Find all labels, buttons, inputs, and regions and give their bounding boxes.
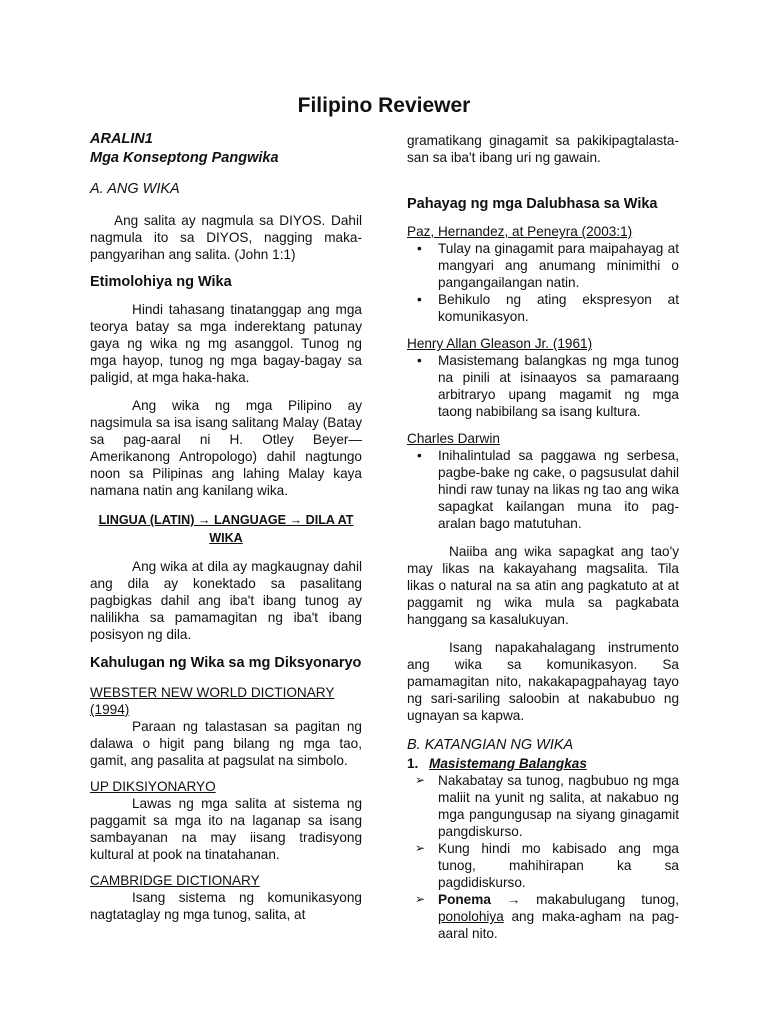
paragraph-malay: Ang wika ng mga Pilipino ay nagsimula sa isa isang salitang Malay (Batay sa pag-aaral ni H. Otley Beyer—Amerikanong Antropologo) dahil nagtungo noon sa Pilipinas ang lahing Malay kaya namana natin ang kanilang wika.: [90, 398, 362, 498]
katangian-list: [407, 772, 679, 942]
ponema-definition: → makabulugang tunog,: [490, 892, 679, 907]
gleason-list: [407, 352, 679, 420]
darwin-source: Charles Darwin: [407, 431, 500, 446]
list-item: ➢ Kung hindi mo kabisado ang mga tunog, mahihirapan ka sa pagdidiskurso.: [407, 840, 679, 891]
paragraph-instrumento: Isang napakahalagang instrumento ang wika sa komunikasyon. Sa pamamagitan nito, nakakapagpahayag tayo ng sari-sariling saloobin at nakabubuo ng ugnayan sa kapwa.: [407, 640, 679, 723]
cambridge-definition: Isang sistema ng komunikasyong nagtataglay ng mga tunog, salita, at: [90, 890, 362, 922]
katangian-item-1: [407, 755, 679, 772]
right-column: [407, 132, 679, 942]
darwin-list: [407, 447, 679, 532]
up-definition: Lawas ng mga salita at sistema ng paggamit sa mga ito na laganap sa isang sambayanan na may iisang tradisyong kultural at pook na tinatahanan.: [90, 796, 362, 862]
gleason-source: Henry Allan Gleason Jr. (1961): [407, 336, 593, 351]
list-item: • Tulay na ginagamit para maipahayag at mangyari ang anumang minimithi o pangangailangan natin.: [407, 240, 679, 291]
list-item: • Inihalintulad sa paggawa ng serbesa, pagbe-bake ng cake, o pagsusulat dahil hindi raw tunay na likas ng tao ang wika sapagkat kailangan muna ito pag-aralan bago matutuhan.: [407, 447, 679, 532]
lesson-title: Mga Konseptong Pangwika: [90, 150, 279, 166]
list-item: • Behikulo ng ating ekspresyon at komunikasyon.: [407, 291, 679, 325]
item-number: 1.: [407, 756, 419, 771]
lesson-number: ARALIN1: [90, 131, 153, 147]
section-a-heading: A. ANG WIKA: [90, 181, 180, 197]
list-item: • Masistemang balangkas ng mga tunog na pinili at isinaayos sa pamaraang arbitraryo upang magamit ng mga taong nabibilang sa isang kultura.: [407, 352, 679, 420]
list-item: ➢ Nakabatay sa tunog, nagbubuo ng mga maliit na yunit ng salita, at nakabuo ng mga pangungusap na siyang ginagamit pangdiskurso.: [407, 772, 679, 840]
paragraph-teorya: Hindi tahasang tinatanggap ang mga teorya batay sa mga inderektang patunay gaya ng wika ng mg asanggol. Tunog ng mga hayop, tunog ng mga bagay-bagay sa paligid, at mga haka-haka.: [90, 302, 362, 385]
webster-definition: Paraan ng talastasan sa pagitan ng dalawa o higit pang bilang ng mga tao, gamit, ang pasalita at pagsulat na simbolo.: [90, 719, 362, 768]
left-column: [90, 130, 362, 923]
cambridge-source: CAMBRIDGE DICTIONARY: [90, 873, 260, 888]
paragraph-dila: Ang wika at dila ay magkaugnay dahil ang dila ay konektado sa pasalitang pagbigkas dahil ang iba't ibang tunog ay nalilikha sa pamamagitan ng iba't ibang posisyon ng dila.: [90, 559, 362, 642]
webster-source: WEBSTER NEW WORLD DICTIONARY (1994): [90, 685, 335, 717]
kahulugan-heading-text: Kahulugan ng Wika sa mg Diksyonaryo: [90, 655, 362, 671]
lingua-etymology-line: LINGUA (LATIN) → LANGUAGE → DILA AT WIKA: [98, 513, 354, 545]
etimolohiya-heading: Etimolohiya ng Wika: [90, 274, 232, 290]
paz-source: Paz, Hernandez, at Peneyra (2003:1): [407, 224, 633, 239]
ponema-term: Ponema: [438, 892, 491, 907]
cambridge-continuation: gramatikang ginagamit sa pakikipagtalasta-san sa iba't ibang uri ng gawain.: [407, 133, 679, 165]
kahulugan-heading: [90, 654, 362, 673]
document-title: Filipino Reviewer: [297, 94, 471, 117]
pahayag-heading: Pahayag ng mga Dalubhasa sa Wika: [407, 196, 658, 212]
list-item-ponema: [407, 891, 679, 942]
ponolohiya-term: ponolohiya: [438, 909, 504, 924]
item-title: Masistemang Balangkas: [429, 756, 587, 771]
ponolohiya-definition: ang maka-agham na pag-aaral nito.: [438, 909, 679, 941]
up-source: UP DIKSIYONARYO: [90, 779, 216, 794]
paragraph-salita: Ang salita ay nagmula sa DIYOS. Dahil nagmula ito sa DIYOS, nagging maka-pangyarihan ang salita. (John 1:1): [90, 213, 362, 262]
paragraph-naiiba: Naiiba ang wika sapagkat ang tao'y may likas na kakayahang magsalita. Tila likas o natural na sa atin ang pagkatuto at at paggamit ng wika mula sa pagkabata hanggang sa kasalukuyan.: [407, 544, 679, 627]
section-b-heading: B. KATANGIAN NG WIKA: [407, 737, 574, 753]
paz-list: [407, 240, 679, 325]
